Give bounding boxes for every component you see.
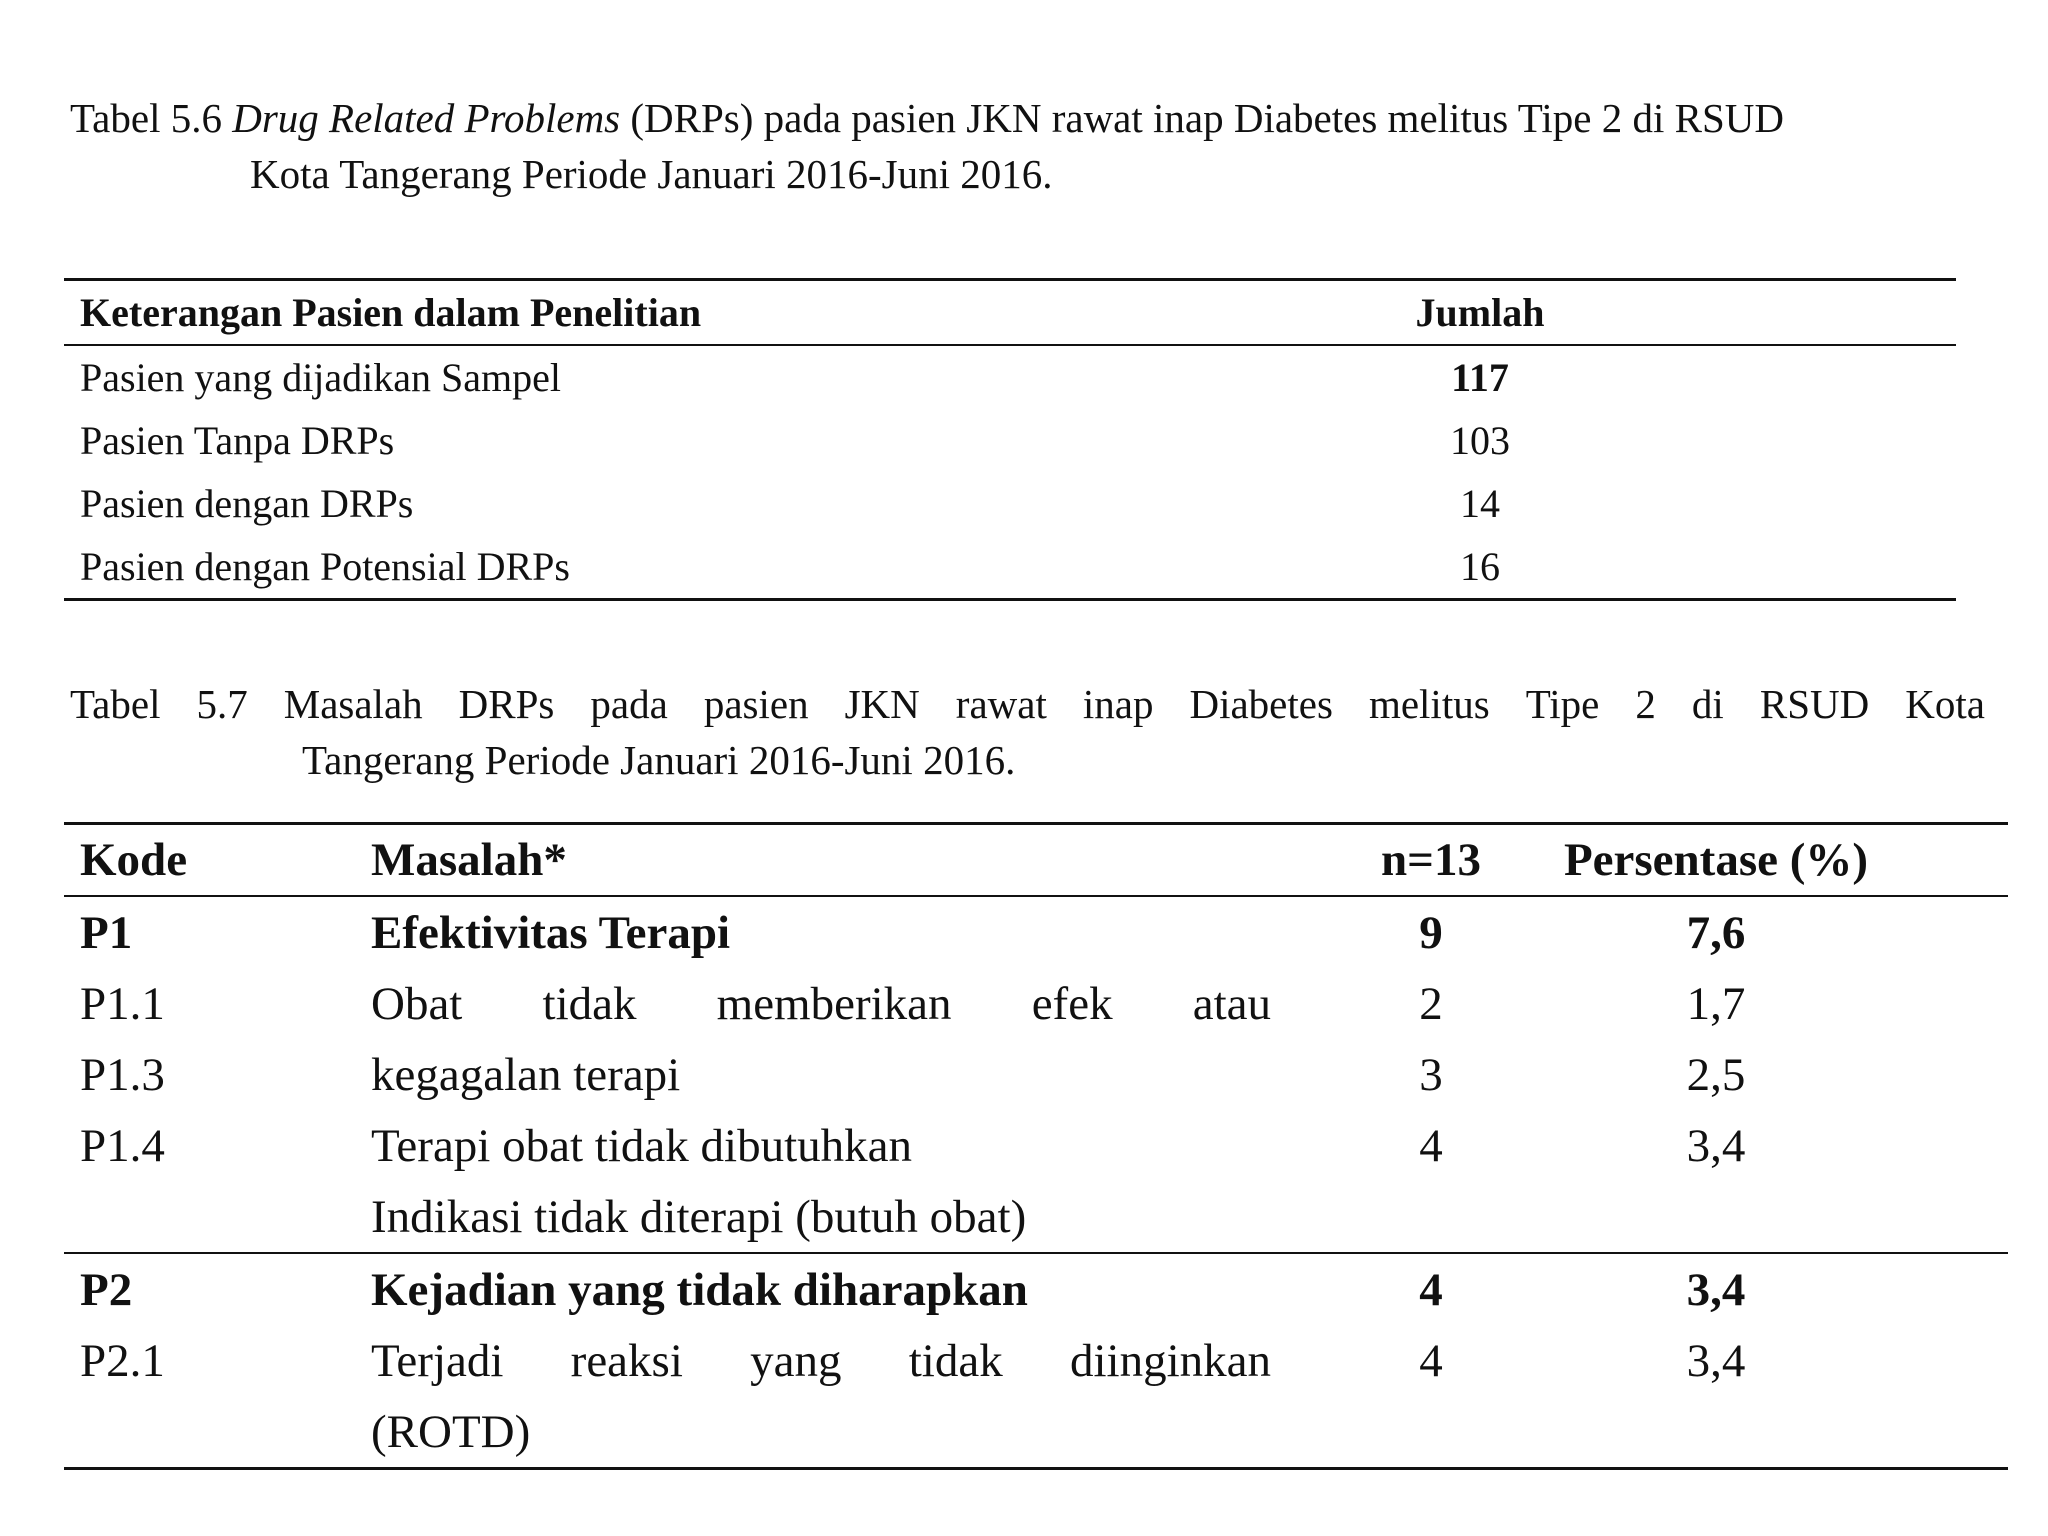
cell-n: 3 (1419, 1048, 1443, 1101)
cell-kode: P2 (80, 1263, 133, 1316)
row-value: 103 (1450, 418, 1510, 463)
caption-word: 2 (1635, 681, 1656, 727)
caption-line-1 (70, 676, 1985, 732)
table-bottom-rule (64, 598, 1956, 601)
header-n: n=13 (1381, 834, 1481, 886)
row-value: 14 (1460, 481, 1500, 526)
cell-n: 2 (1419, 977, 1443, 1030)
table-row (64, 1396, 2008, 1467)
caption-word: di (1691, 681, 1724, 727)
caption-line-2: Kota Tangerang Periode Januari 2016-Juni 2016. (250, 151, 1053, 197)
table-bottom-rule (64, 1467, 2008, 1470)
cell-masalah: Terapi obat tidak dibutuhkan (371, 1119, 912, 1172)
table-5-7 (64, 822, 2008, 1470)
table-5-6-caption (70, 90, 1784, 202)
header-keterangan: Keterangan Pasien dalam Penelitian (80, 290, 702, 335)
caption-word: pasien (703, 681, 809, 727)
caption-word: Tabel (70, 681, 161, 727)
cell-n: 4 (1419, 1119, 1443, 1172)
cell-masalah: Indikasi tidak diterapi (butuh obat) (371, 1190, 1027, 1243)
table-row (64, 535, 1956, 598)
row-label: Pasien dengan Potensial DRPs (80, 544, 570, 589)
table-row (64, 1181, 2008, 1252)
table-row (64, 1325, 2008, 1396)
caption-word: pada (590, 681, 668, 727)
caption-word: 5.7 (196, 681, 248, 727)
caption-word: rawat (955, 681, 1047, 727)
cell-masalah: Kejadian yang tidak diharapkan (371, 1263, 1028, 1316)
cell-masalah: (ROTD) (371, 1405, 531, 1458)
table-row (64, 472, 1956, 535)
cell-masalah-wrap (371, 1334, 1331, 1388)
cell-persentase: 1,7 (1686, 977, 1746, 1030)
table-header-row (64, 281, 1956, 344)
cell-masalah: Obat tidak memberikan efek atau (371, 977, 1271, 1030)
table-row (64, 346, 1956, 409)
cell-persentase: 7,6 (1686, 906, 1746, 959)
cell-kode: P1.1 (80, 977, 165, 1030)
cell-n: 9 (1419, 906, 1443, 959)
table-5-7-caption (70, 676, 1985, 788)
row-label: Pasien dengan DRPs (80, 481, 414, 526)
cell-masalah: Efektivitas Terapi (371, 906, 731, 959)
cell-kode: P1 (80, 906, 133, 959)
cell-masalah: kegagalan terapi (371, 1048, 681, 1101)
cell-n: 4 (1419, 1263, 1443, 1316)
caption-rest: (DRPs) pada pasien JKN rawat inap Diabetes melitus Tipe 2 di RSUD (630, 95, 1784, 141)
header-kode: Kode (80, 834, 188, 886)
caption-line-1 (70, 90, 1784, 146)
cell-n: 4 (1419, 1334, 1443, 1387)
cell-masalah: Terjadi reaksi yang tidak diinginkan (371, 1334, 1271, 1387)
header-masalah: Masalah* (371, 834, 567, 886)
cell-persentase: 3,4 (1686, 1263, 1746, 1316)
row-value: 117 (1451, 355, 1509, 400)
caption-prefix: Tabel 5.6 (70, 95, 222, 141)
caption-word: Tipe (1525, 681, 1600, 727)
caption-word: JKN (844, 681, 920, 727)
header-persentase: Persentase (%) (1563, 834, 1869, 886)
row-value: 16 (1460, 544, 1500, 589)
caption-italic-title: Drug Related Problems (232, 95, 621, 141)
caption-word: DRPs (458, 681, 555, 727)
caption-word: Masalah (283, 681, 423, 727)
table-row (64, 897, 2008, 968)
caption-word: Kota (1905, 681, 1985, 727)
cell-kode: P1.4 (80, 1119, 165, 1172)
cell-kode: P1.3 (80, 1048, 165, 1101)
caption-line-2: Tangerang Periode Januari 2016-Juni 2016. (302, 737, 1016, 783)
table-header-row (64, 825, 2008, 895)
caption-word: melitus (1368, 681, 1490, 727)
cell-persentase: 3,4 (1686, 1334, 1746, 1387)
header-jumlah: Jumlah (1415, 290, 1545, 335)
table-row (64, 968, 2008, 1039)
cell-persentase: 3,4 (1686, 1119, 1746, 1172)
table-row (64, 1110, 2008, 1181)
caption-word: inap (1082, 681, 1154, 727)
cell-kode: P2.1 (80, 1334, 165, 1387)
table-row (64, 409, 1956, 472)
row-label: Pasien Tanpa DRPs (80, 418, 395, 463)
table-5-6 (64, 278, 1956, 601)
cell-persentase: 2,5 (1686, 1048, 1746, 1101)
row-label: Pasien yang dijadikan Sampel (80, 355, 562, 400)
caption-word: RSUD (1759, 681, 1870, 727)
table-row (64, 1254, 2008, 1325)
table-row (64, 1039, 2008, 1110)
cell-masalah-wrap (371, 977, 1331, 1031)
caption-word: Diabetes (1189, 681, 1333, 727)
